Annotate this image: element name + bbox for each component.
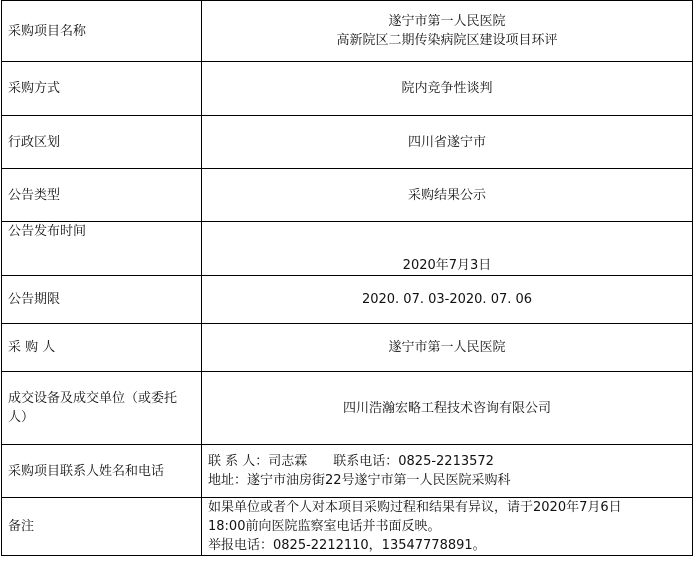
table-row xyxy=(2,169,693,222)
row-label-project-name: 采购项目名称 xyxy=(2,1,202,62)
table-row xyxy=(2,62,693,116)
project-name-line-1: 遂宁市第一人民医院 xyxy=(388,14,506,29)
remarks-line-2: 18:00前向医院监察室电话并书面反映。 xyxy=(208,519,441,534)
row-label-purchaser: 采 购 人 xyxy=(2,324,202,372)
contact-person-phone: 联 系 人：司志霖 联系电话：0825-2213572 xyxy=(208,454,494,469)
table-row xyxy=(2,324,693,372)
row-label-remarks: 备注 xyxy=(2,498,202,556)
row-label-publish-time: 公告发布时间 xyxy=(2,222,202,276)
row-label-contact: 采购项目联系人姓名和电话 xyxy=(2,445,202,498)
row-value-purchaser: 遂宁市第一人民医院 xyxy=(202,324,693,372)
procurement-result-table xyxy=(1,0,693,556)
contact-address: 地址：遂宁市油房街22号遂宁市第一人民医院采购科 xyxy=(208,473,511,488)
table-row xyxy=(2,1,693,62)
table-row xyxy=(2,276,693,324)
row-label-winning-supplier xyxy=(2,372,202,445)
row-value-remarks xyxy=(202,498,693,556)
winning-supplier-label-line-1: 成交设备及成交单位（或委托 xyxy=(8,391,178,406)
row-value-winning-supplier: 四川浩瀚宏略工程技术咨询有限公司 xyxy=(202,372,693,445)
row-label-region: 行政区划 xyxy=(2,116,202,169)
row-value-region: 四川省遂宁市 xyxy=(202,116,693,169)
row-value-project-name xyxy=(202,1,693,62)
table-row xyxy=(2,445,693,498)
row-label-notice-type: 公告类型 xyxy=(2,169,202,222)
row-label-notice-period: 公告期限 xyxy=(2,276,202,324)
table-row xyxy=(2,222,693,276)
winning-supplier-label-line-2: 人） xyxy=(8,410,35,425)
row-label-procurement-method: 采购方式 xyxy=(2,62,202,116)
row-value-procurement-method: 院内竞争性谈判 xyxy=(202,62,693,116)
row-value-contact xyxy=(202,445,693,498)
remarks-report-phone: 举报电话：0825-2212110，13547778891。 xyxy=(208,538,486,553)
project-name-line-2: 高新院区二期传染病院区建设项目环评 xyxy=(336,33,558,48)
row-value-notice-period: 2020. 07. 03-2020. 07. 06 xyxy=(202,276,693,324)
row-value-publish-time: 2020年7月3日 xyxy=(202,222,693,276)
table-row xyxy=(2,498,693,556)
row-value-notice-type: 采购结果公示 xyxy=(202,169,693,222)
remarks-line-1: 如果单位或者个人对本项目采购过程和结果有异议，请于2020年7月6日 xyxy=(208,500,622,515)
table-row xyxy=(2,116,693,169)
table-row xyxy=(2,372,693,445)
